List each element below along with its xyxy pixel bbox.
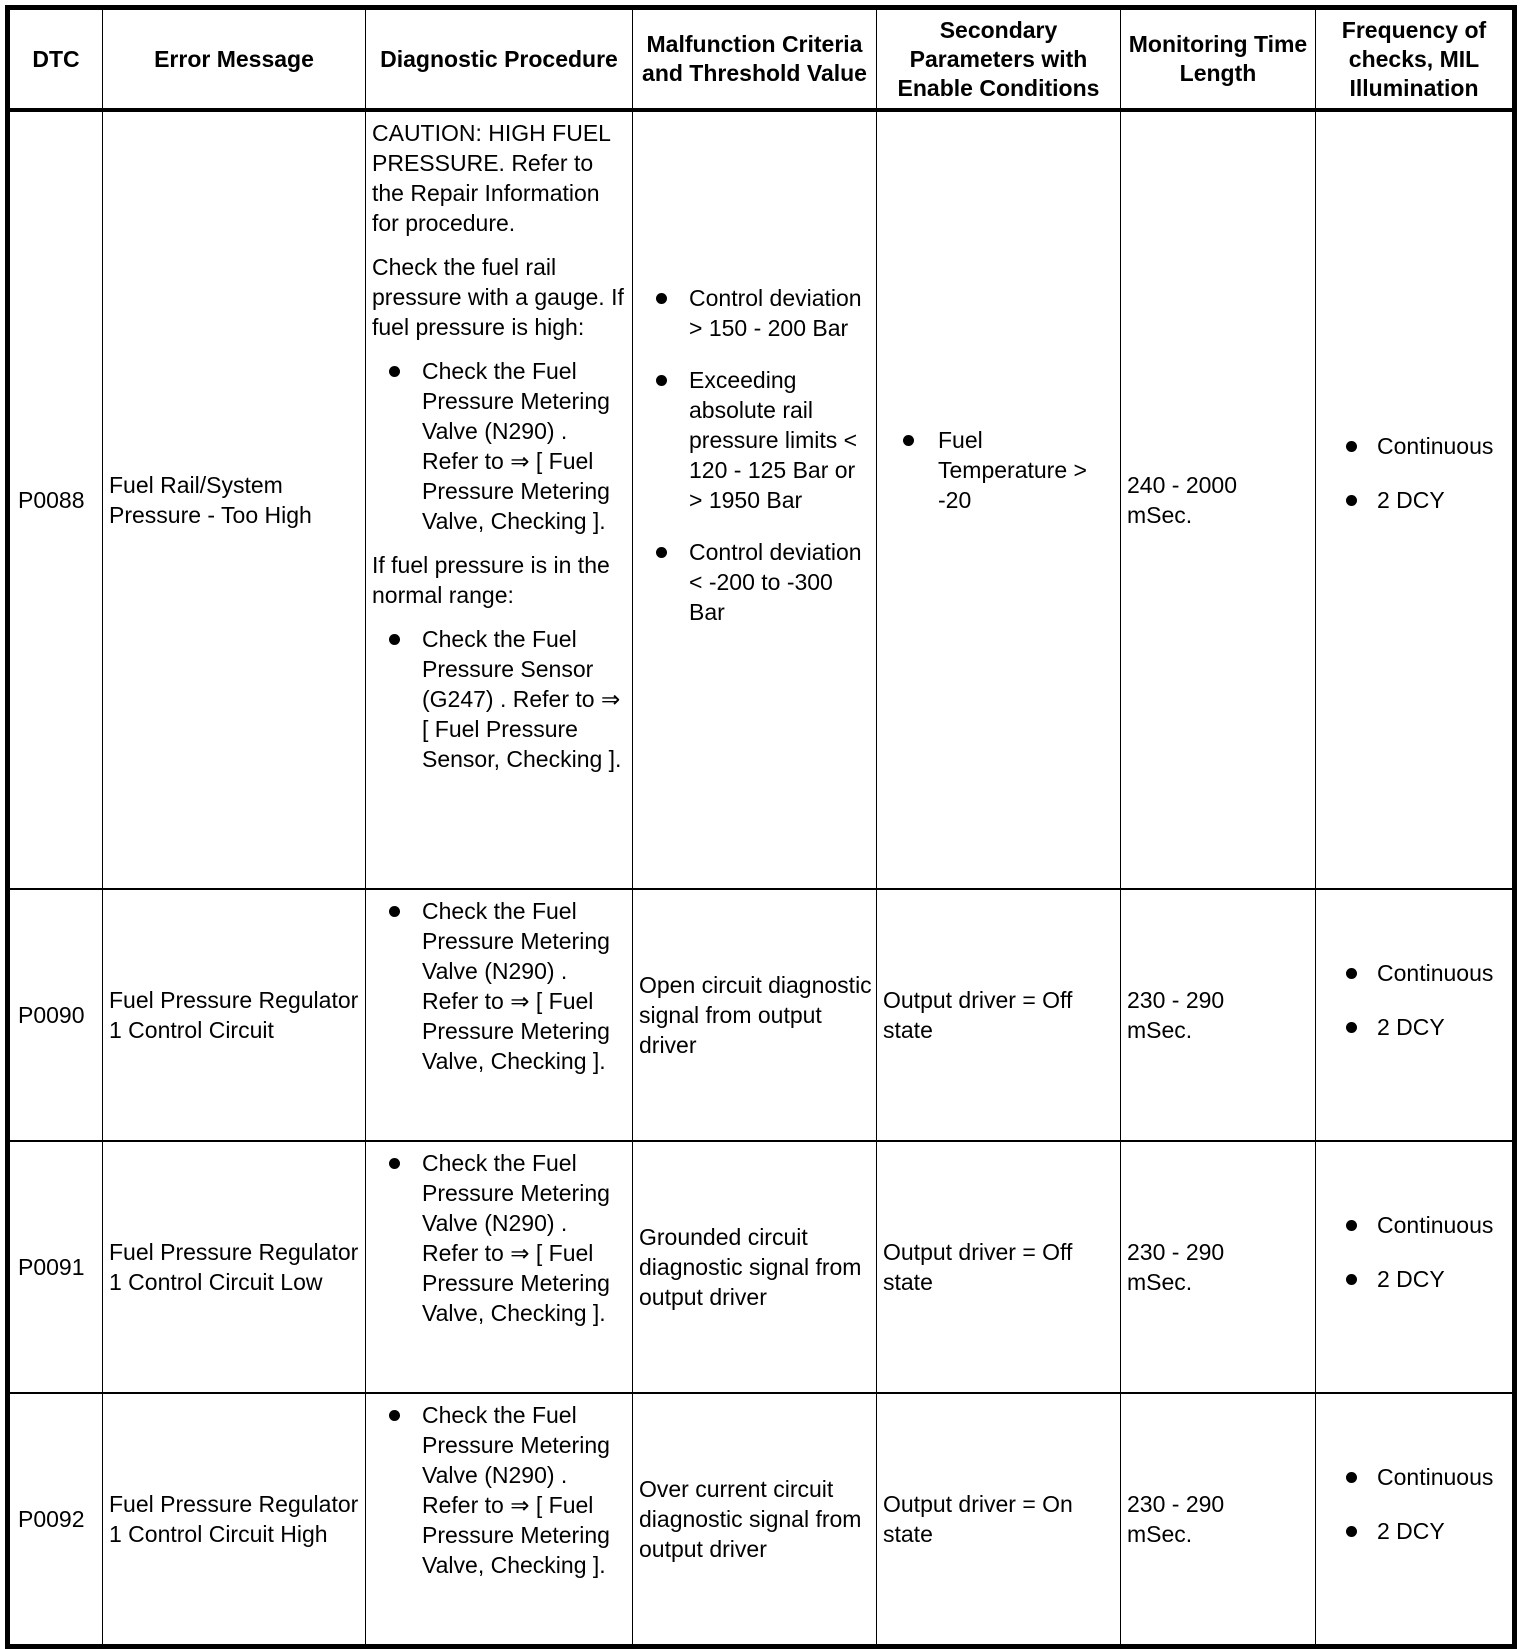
table-row: [8, 110, 1515, 889]
secondary-list: [883, 425, 1114, 515]
header-frequency: Frequency of checks, MIL Illumination: [1316, 8, 1515, 111]
monitoring-time: 230 - 290 mSec.: [1121, 1393, 1316, 1647]
frequency-list: [1322, 1462, 1506, 1546]
caution-text: CAUTION: HIGH FUEL PRESSURE. Refer to the Repair Information for procedure.: [372, 120, 611, 236]
secondary-parameters: Output driver = Off state: [877, 889, 1121, 1141]
procedure-steps: [372, 896, 626, 1076]
step-text: Check the Fuel Pressure Metering Valve (N290) . Refer to ⇒ [ Fuel Pressure Metering Valve, Checking ].: [422, 1150, 610, 1326]
list-item: [1322, 1264, 1506, 1294]
monitoring-time: 240 - 2000 mSec.: [1121, 110, 1316, 889]
bullet-icon: [389, 1410, 400, 1421]
secondary-parameters: [877, 110, 1121, 889]
malfunction-list: [639, 283, 872, 627]
diagnostic-procedure: [366, 110, 633, 889]
bullet-icon: [903, 435, 914, 446]
malfunction-criteria: Over current circuit diagnostic signal from output driver: [633, 1393, 877, 1647]
header-row: [8, 8, 1515, 111]
error-message: Fuel Rail/System Pressure - Too High: [103, 110, 366, 889]
frequency-text: 2 DCY: [1377, 1518, 1445, 1544]
list-item: [372, 624, 626, 774]
frequency-text: Continuous: [1377, 1464, 1494, 1490]
header-monitoring-time: Monitoring Time Length: [1121, 8, 1316, 111]
frequency-text: 2 DCY: [1377, 1266, 1445, 1292]
list-item: [372, 1400, 626, 1580]
criterion-text: Control deviation < -200 to -300 Bar: [689, 539, 862, 625]
header-diagnostic-procedure: Diagnostic Procedure: [366, 8, 633, 111]
list-item: [372, 1148, 626, 1328]
bullet-icon: [1346, 441, 1357, 452]
list-item: [1322, 1012, 1506, 1042]
step-text: Check the Fuel Pressure Metering Valve (N290) . Refer to ⇒ [ Fuel Pressure Metering Valve, Checking ].: [422, 358, 610, 534]
bullet-icon: [1346, 1274, 1357, 1285]
dtc-code: P0088: [8, 110, 103, 889]
list-item: [1322, 1210, 1506, 1240]
secondary-parameters: Output driver = On state: [877, 1393, 1121, 1647]
procedure-steps: [372, 1400, 626, 1580]
frequency-list: [1322, 958, 1506, 1042]
header-malfunction-criteria: Malfunction Criteria and Threshold Value: [633, 8, 877, 111]
criterion-text: Control deviation > 150 - 200 Bar: [689, 285, 862, 341]
procedure-steps: [372, 1148, 626, 1328]
bullet-icon: [1346, 1472, 1357, 1483]
table-row: [8, 889, 1515, 1141]
error-message: Fuel Pressure Regulator 1 Control Circuit: [103, 889, 366, 1141]
bullet-icon: [656, 293, 667, 304]
dtc-code: P0090: [8, 889, 103, 1141]
bullet-icon: [656, 375, 667, 386]
monitoring-time: 230 - 290 mSec.: [1121, 889, 1316, 1141]
bullet-icon: [1346, 968, 1357, 979]
list-item: [639, 537, 872, 627]
list-item: [1322, 485, 1506, 515]
list-item: [1322, 431, 1506, 461]
frequency-text: 2 DCY: [1377, 1014, 1445, 1040]
bullet-icon: [1346, 1526, 1357, 1537]
list-item: [1322, 1462, 1506, 1492]
bullet-icon: [656, 547, 667, 558]
secondary-parameters: Output driver = Off state: [877, 1141, 1121, 1393]
list-item: [372, 896, 626, 1076]
step-text: Check the Fuel Pressure Metering Valve (N290) . Refer to ⇒ [ Fuel Pressure Metering Valve, Checking ].: [422, 898, 610, 1074]
frequency-text: 2 DCY: [1377, 486, 1445, 513]
malfunction-criteria: [633, 110, 877, 889]
dtc-code: P0092: [8, 1393, 103, 1647]
malfunction-criteria: Open circuit diagnostic signal from output driver: [633, 889, 877, 1141]
bullet-icon: [1346, 1220, 1357, 1231]
diagnostic-procedure: [366, 889, 633, 1141]
malfunction-criteria: Grounded circuit diagnostic signal from output driver: [633, 1141, 877, 1393]
frequency: [1316, 1141, 1515, 1393]
check-intro: Check the fuel rail pressure with a gauge. If fuel pressure is high:: [372, 254, 624, 340]
frequency: [1316, 110, 1515, 889]
header-error-message: Error Message: [103, 8, 366, 111]
list-item: [639, 283, 872, 343]
list-item: [883, 425, 1114, 515]
table-row: [8, 1141, 1515, 1393]
header-dtc: DTC: [8, 8, 103, 111]
list-item: [639, 365, 872, 515]
bullet-icon: [389, 1158, 400, 1169]
list-item: [1322, 958, 1506, 988]
high-pressure-steps: [372, 356, 626, 536]
frequency-text: Continuous: [1377, 1212, 1494, 1238]
frequency: [1316, 1393, 1515, 1647]
frequency-list: [1322, 1210, 1506, 1294]
table-row: [8, 1393, 1515, 1647]
monitoring-time: 230 - 290 mSec.: [1121, 1141, 1316, 1393]
frequency: [1316, 889, 1515, 1141]
bullet-icon: [389, 906, 400, 917]
header-secondary-parameters: Secondary Parameters with Enable Conditions: [877, 8, 1121, 111]
frequency-text: Continuous: [1377, 960, 1494, 986]
list-item: [1322, 1516, 1506, 1546]
diagnostic-procedure: [366, 1141, 633, 1393]
bullet-icon: [1346, 495, 1357, 506]
error-message: Fuel Pressure Regulator 1 Control Circuit High: [103, 1393, 366, 1647]
normal-pressure-steps: [372, 624, 626, 774]
normal-range-intro: If fuel pressure is in the normal range:: [372, 552, 610, 608]
criterion-text: Exceeding absolute rail pressure limits < 120 - 125 Bar or > 1950 Bar: [689, 367, 858, 513]
dtc-code: P0091: [8, 1141, 103, 1393]
bullet-icon: [1346, 1022, 1357, 1033]
bullet-icon: [389, 634, 400, 645]
step-text: Check the Fuel Pressure Sensor (G247) . Refer to ⇒ [ Fuel Pressure Sensor, Checking ].: [422, 626, 622, 772]
parameter-text: Fuel Temperature > -20: [938, 427, 1087, 513]
step-text: Check the Fuel Pressure Metering Valve (N290) . Refer to ⇒ [ Fuel Pressure Metering Valve, Checking ].: [422, 1402, 610, 1578]
frequency-text: Continuous: [1377, 432, 1494, 459]
frequency-list: [1322, 431, 1506, 515]
dtc-table: [5, 5, 1517, 1649]
list-item: [372, 356, 626, 536]
bullet-icon: [389, 366, 400, 377]
error-message: Fuel Pressure Regulator 1 Control Circuit Low: [103, 1141, 366, 1393]
diagnostic-procedure: [366, 1393, 633, 1647]
